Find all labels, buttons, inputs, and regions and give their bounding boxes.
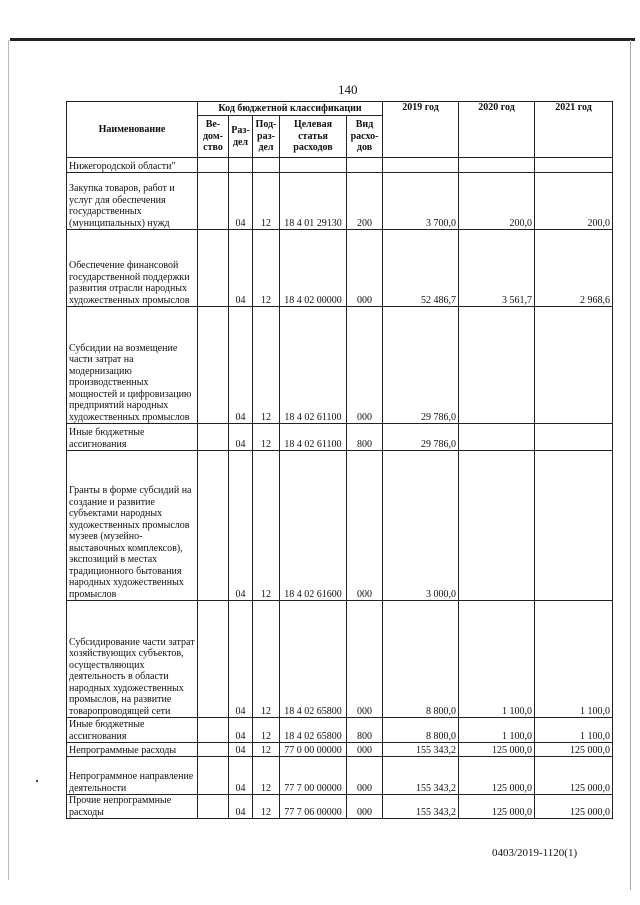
row-razdel: 04 [229, 230, 253, 307]
row-name: Непрограммное направление деятельности [67, 757, 198, 795]
row-2019: 155 343,2 [383, 795, 459, 819]
row-target [280, 158, 347, 173]
row-vid [347, 158, 383, 173]
row-2019: 155 343,2 [383, 743, 459, 757]
row-vedomstvo [198, 230, 229, 307]
row-name: Обеспечение финансовой государственной поддержки развития отрасли народных художественных промыслов [67, 230, 198, 307]
row-podrazdel: 12 [253, 173, 280, 230]
row-2019: 3 000,0 [383, 451, 459, 601]
row-2020: 1 100,0 [459, 718, 535, 743]
row-name: Субсидирование части затрат хозяйствующих субъектов, осуществляющих деятельность в области народных художественных промыслов, на развитие товаропроводящей сети [67, 601, 198, 718]
row-vedomstvo [198, 424, 229, 451]
left-border-line [8, 40, 9, 880]
row-vid: 200 [347, 173, 383, 230]
row-2021: 125 000,0 [535, 743, 613, 757]
row-name: Иные бюджетные ассигнования [67, 424, 198, 451]
table-row [67, 757, 613, 795]
table-row [67, 743, 613, 757]
row-podrazdel: 12 [253, 757, 280, 795]
row-name: Непрограммные расходы [67, 743, 198, 757]
row-vid: 000 [347, 795, 383, 819]
row-vedomstvo [198, 757, 229, 795]
row-name: Субсидии на возмещение части затрат на модернизацию производственных мощностей и цифровизацию предприятий народных художественных промыслов [67, 307, 198, 424]
table-row [67, 230, 613, 307]
header-target: Целевая статья расходов [280, 116, 347, 158]
row-name: Прочие непрограммные расходы [67, 795, 198, 819]
table-row [67, 158, 613, 173]
table-row [67, 307, 613, 424]
row-target: 18 4 01 29130 [280, 173, 347, 230]
row-vedomstvo [198, 173, 229, 230]
row-vedomstvo [198, 795, 229, 819]
right-border-line [630, 40, 631, 890]
scan-speck [36, 780, 38, 782]
row-razdel: 04 [229, 173, 253, 230]
row-target: 77 0 00 00000 [280, 743, 347, 757]
row-2020: 125 000,0 [459, 743, 535, 757]
row-2019: 8 800,0 [383, 601, 459, 718]
row-vid: 000 [347, 230, 383, 307]
row-podrazdel [253, 158, 280, 173]
header-2020: 2020 год [459, 102, 535, 158]
table-row [67, 601, 613, 718]
row-target: 18 4 02 65800 [280, 601, 347, 718]
table-row [67, 795, 613, 819]
row-2021: 125 000,0 [535, 795, 613, 819]
row-name: Гранты в форме субсидий на создание и развитие субъектами народных художественных промыслов музеев (музейно-выставочных комплексов), экспозиций в местах традиционного бытования народных художественных промыслов [67, 451, 198, 601]
row-vid: 000 [347, 601, 383, 718]
row-target: 18 4 02 61600 [280, 451, 347, 601]
table-row [67, 424, 613, 451]
row-2021: 125 000,0 [535, 757, 613, 795]
row-vedomstvo [198, 158, 229, 173]
table-row [67, 451, 613, 601]
row-razdel: 04 [229, 757, 253, 795]
row-name: Иные бюджетные ассигнования [67, 718, 198, 743]
row-2021: 200,0 [535, 173, 613, 230]
row-vid: 000 [347, 743, 383, 757]
row-name: Закупка товаров, работ и услуг для обеспечения государственных (муниципальных) нужд [67, 173, 198, 230]
header-2019: 2019 год [383, 102, 459, 158]
row-podrazdel: 12 [253, 424, 280, 451]
row-2021 [535, 424, 613, 451]
row-vedomstvo [198, 307, 229, 424]
budget-table [66, 101, 613, 819]
row-2020 [459, 307, 535, 424]
row-2020: 125 000,0 [459, 795, 535, 819]
row-vid: 000 [347, 307, 383, 424]
row-2020: 1 100,0 [459, 601, 535, 718]
row-2021: 2 968,6 [535, 230, 613, 307]
row-razdel: 04 [229, 718, 253, 743]
header-code-group: Код бюджетной классификации [198, 102, 383, 116]
row-target: 18 4 02 61100 [280, 424, 347, 451]
header-vid: Вид расхо-дов [347, 116, 383, 158]
row-podrazdel: 12 [253, 795, 280, 819]
row-target: 77 7 00 00000 [280, 757, 347, 795]
top-border-line [10, 38, 635, 41]
row-2019: 29 786,0 [383, 307, 459, 424]
row-podrazdel: 12 [253, 230, 280, 307]
row-2021 [535, 158, 613, 173]
row-vid: 000 [347, 757, 383, 795]
row-podrazdel: 12 [253, 601, 280, 718]
row-name: Нижегородской области" [67, 158, 198, 173]
header-vedomstvo: Ве-дом-ство [198, 116, 229, 158]
row-vedomstvo [198, 451, 229, 601]
row-vedomstvo [198, 743, 229, 757]
row-2020 [459, 451, 535, 601]
row-vedomstvo [198, 718, 229, 743]
row-2019 [383, 158, 459, 173]
row-razdel: 04 [229, 451, 253, 601]
row-podrazdel: 12 [253, 451, 280, 601]
document-code: 0403/2019-1120(1) [492, 847, 578, 859]
header-podrazdel: Под-раз-дел [253, 116, 280, 158]
row-podrazdel: 12 [253, 743, 280, 757]
row-target: 18 4 02 65800 [280, 718, 347, 743]
row-2019: 8 800,0 [383, 718, 459, 743]
row-razdel [229, 158, 253, 173]
row-2020: 3 561,7 [459, 230, 535, 307]
row-2019: 29 786,0 [383, 424, 459, 451]
row-vid: 800 [347, 424, 383, 451]
row-razdel: 04 [229, 601, 253, 718]
row-2020 [459, 158, 535, 173]
row-razdel: 04 [229, 795, 253, 819]
row-2019: 155 343,2 [383, 757, 459, 795]
row-target: 18 4 02 61100 [280, 307, 347, 424]
header-2021: 2021 год [535, 102, 613, 158]
row-vid: 800 [347, 718, 383, 743]
row-2019: 3 700,0 [383, 173, 459, 230]
row-2019: 52 486,7 [383, 230, 459, 307]
row-2021: 1 100,0 [535, 601, 613, 718]
row-2020: 200,0 [459, 173, 535, 230]
row-2021 [535, 451, 613, 601]
row-target: 77 7 06 00000 [280, 795, 347, 819]
header-name: Наименование [67, 102, 198, 158]
table-row [67, 718, 613, 743]
row-podrazdel: 12 [253, 307, 280, 424]
row-podrazdel: 12 [253, 718, 280, 743]
row-target: 18 4 02 00000 [280, 230, 347, 307]
table-row [67, 173, 613, 230]
row-razdel: 04 [229, 424, 253, 451]
row-razdel: 04 [229, 743, 253, 757]
row-vedomstvo [198, 601, 229, 718]
row-2021: 1 100,0 [535, 718, 613, 743]
row-vid: 000 [347, 451, 383, 601]
row-2020: 125 000,0 [459, 757, 535, 795]
row-razdel: 04 [229, 307, 253, 424]
header-razdel: Раз-дел [229, 116, 253, 158]
row-2020 [459, 424, 535, 451]
page-number: 140 [338, 82, 358, 97]
row-2021 [535, 307, 613, 424]
